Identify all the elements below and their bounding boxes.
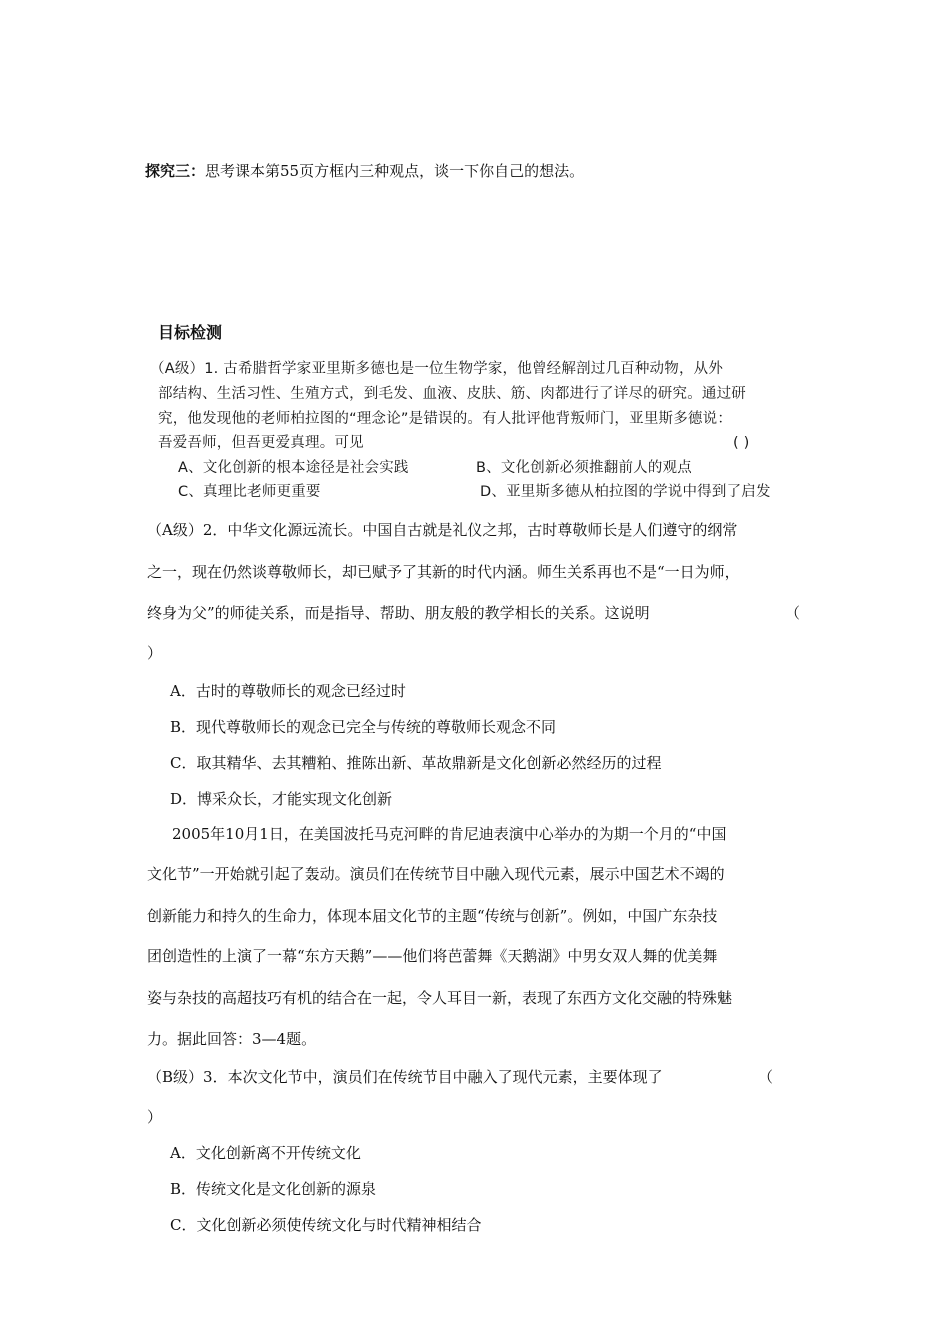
q1-line: 吾爱吾师，但吾更爱真理。可见 xyxy=(158,435,364,451)
q2-option-c: C．取其精华、去其糟粕、推陈出新、革故鼎新是文化创新必然经历的过程 xyxy=(170,754,662,772)
explore-3-text: 思考课本第55页方框内三种观点，谈一下你自己的想法。 xyxy=(205,162,585,180)
q3-option-c: C．文化创新必须使传统文化与时代精神相结合 xyxy=(170,1216,482,1234)
q2-line: 之一，现在仍然谈尊敬师长，却已赋予了其新的时代内涵。师生关系再也不是“一日为师， xyxy=(147,563,740,581)
q3-line: （B级）3．本次文化节中，演员们在传统节目中融入了现代元素，主要体现了 xyxy=(147,1068,663,1086)
passage-line: 姿与杂技的高超技巧有机的结合在一起，令人耳目一新，表现了东西方文化交融的特殊魅 xyxy=(147,989,733,1007)
passage-line: 创新能力和持久的生命力，体现本届文化节的主题“传统与创新”。例如，中国广东杂技 xyxy=(147,907,718,925)
q1-line: （A级）1. 古希腊哲学家亚里斯多德也是一位生物学家，他曾经解剖过几百种动物，从外 xyxy=(150,361,724,377)
explore-3-line xyxy=(145,161,584,181)
q1-line: 究，他发现他的老师柏拉图的“理念论”是错误的。有人批评他背叛师门，亚里斯多德说： xyxy=(158,411,733,427)
q3-bracket-open: （ xyxy=(758,1068,774,1086)
q3-option-b: B．传统文化是文化创新的源泉 xyxy=(170,1180,377,1198)
q2-option-d: D．博采众长，才能实现文化创新 xyxy=(170,790,393,808)
passage-line: 文化节”一开始就引起了轰动。演员们在传统节目中融入现代元素，展示中国艺术不竭的 xyxy=(147,865,725,883)
q1-line: 部结构、生活习性、生殖方式，到毛发、血液、皮肤、筋、肉都进行了详尽的研究。通过研 xyxy=(158,386,746,402)
q2-option-a: A．古时的尊敬师长的观念已经过时 xyxy=(170,682,406,700)
passage-line: 2005年10月1日，在美国波托马克河畔的肯尼迪表演中心举办的为期一个月的“中国 xyxy=(172,825,727,843)
q2-line: 终身为父”的师徒关系，而是指导、帮助、朋友般的教学相长的关系。这说明 xyxy=(147,604,650,622)
q1-option-a: A、文化创新的根本途径是社会实践 xyxy=(178,460,409,476)
explore-3-label: 探究三： xyxy=(145,162,206,180)
section-title: 目标检测 xyxy=(158,323,223,342)
passage-line: 团创造性的上演了一幕“东方天鹅”——他们将芭蕾舞《天鹅湖》中男女双人舞的优美舞 xyxy=(147,947,718,965)
q2-bracket-close: ） xyxy=(147,644,163,662)
q1-option-d: D、亚里斯多德从柏拉图的学说中得到了启发 xyxy=(480,484,771,500)
q3-bracket-close: ） xyxy=(147,1108,163,1126)
q1-option-b: B、文化创新必须推翻前人的观点 xyxy=(476,460,692,476)
q2-line: （A级）2．中华文化源远流长。中国自古就是礼仪之邦，古时尊敬师长是人们遵守的纲常 xyxy=(147,521,738,539)
q1-answer-bracket: ( ) xyxy=(733,435,750,451)
q2-bracket-open: （ xyxy=(785,604,801,622)
q1-option-c: C、真理比老师更重要 xyxy=(178,484,321,500)
passage-line: 力。据此回答：3—4题。 xyxy=(147,1030,317,1048)
q3-option-a: A．文化创新离不开传统文化 xyxy=(170,1144,361,1162)
q2-option-b: B．现代尊敬师长的观念已完全与传统的尊敬师长观念不同 xyxy=(170,718,557,736)
